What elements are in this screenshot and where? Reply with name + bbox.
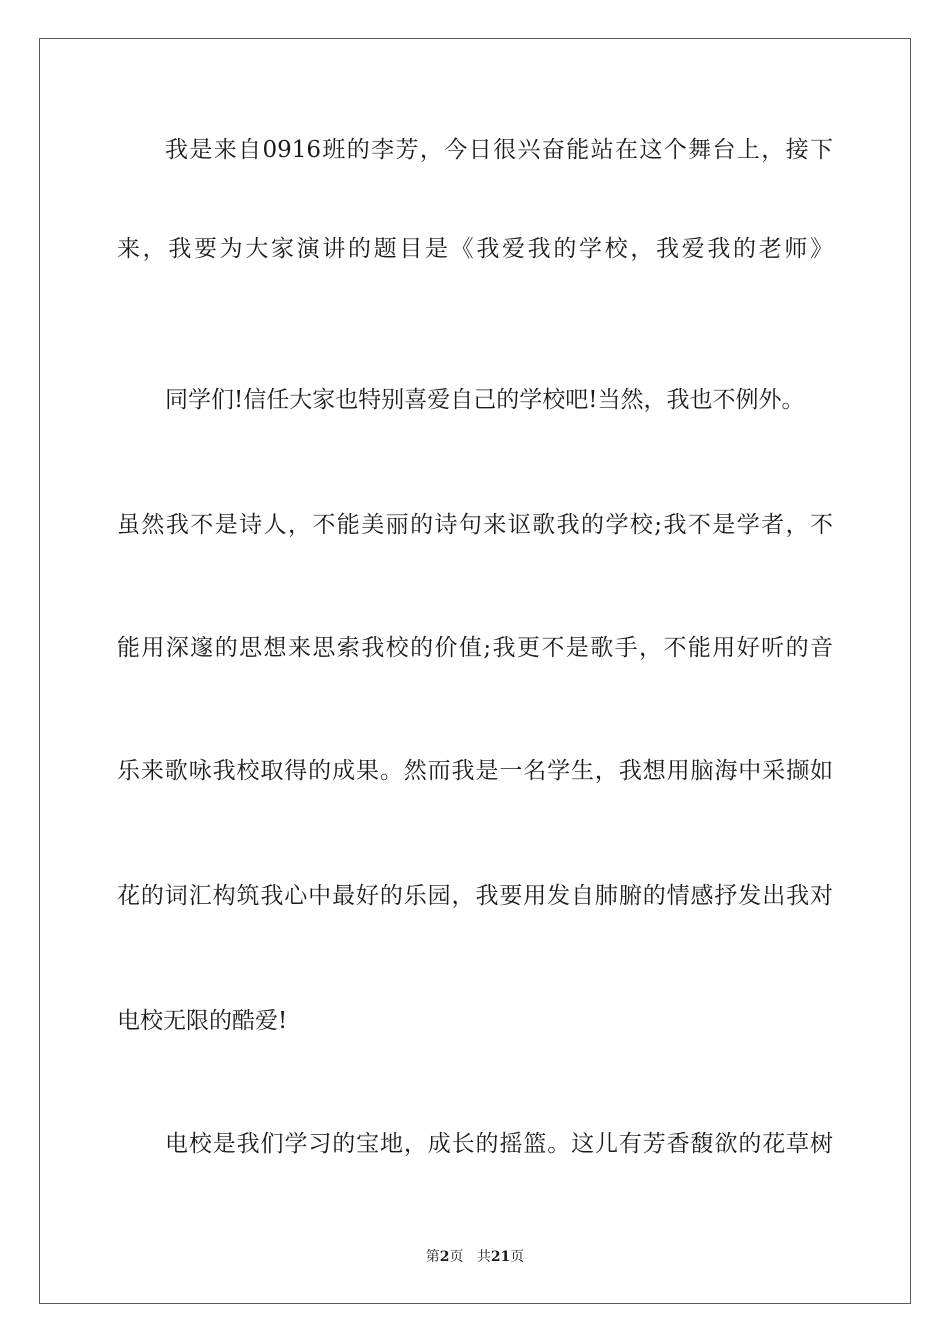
text-line-8: 电校无限的酷爱! — [117, 1008, 288, 1034]
footer-page-number: 2 — [439, 1249, 450, 1265]
text-line-3: 同学们!信任大家也特别喜爱自己的学校吧!当然，我也不例外。 — [165, 387, 805, 413]
text-line-2: 来，我要为大家演讲的题目是《我爱我的学校，我爱我的老师》 — [117, 236, 833, 262]
footer-page-prefix: 第 — [425, 1249, 440, 1265]
text-line-6: 乐来歌咏我校取得的成果。然而我是一名学生，我想用脑海中采撷如 — [117, 758, 833, 784]
text-line-7: 花的词汇构筑我心中最好的乐园，我要用发自肺腑的情感抒发出我对 — [117, 883, 833, 909]
text-line-1: 我是来自0916班的李芳，今日很兴奋能站在这个舞台上，接下 — [165, 137, 833, 163]
page-border — [39, 38, 911, 1304]
footer-total-prefix: 共 — [476, 1249, 491, 1265]
footer-total-suffix: 页 — [510, 1249, 525, 1265]
footer-page-suffix: 页 — [449, 1249, 464, 1265]
footer-total-pages: 21 — [490, 1249, 511, 1265]
text-line-4: 虽然我不是诗人，不能美丽的诗句来讴歌我的学校;我不是学者，不 — [117, 512, 833, 538]
text-line-9: 电校是我们学习的宝地，成长的摇篮。这儿有芳香馥欲的花草树 — [165, 1131, 833, 1157]
page-footer — [0, 1246, 950, 1266]
text-line-5: 能用深邃的思想来思索我校的价值;我更不是歌手，不能用好听的音 — [117, 635, 833, 661]
